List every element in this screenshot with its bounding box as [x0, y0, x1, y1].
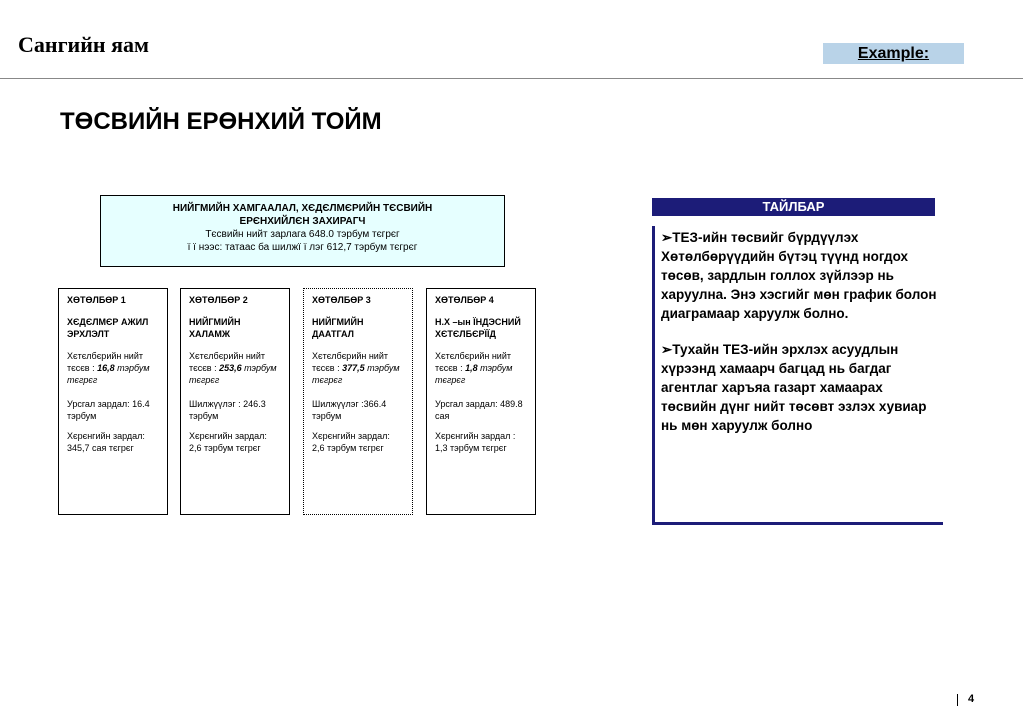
top-box-line: Тєсвийн нийт зарлага 648.0 тэрбум тєгрєг — [205, 229, 400, 240]
note-paragraph: ➢Тухайн ТЕЗ-ийн эрхлэх асуудлын хүрээнд хамаарч багцад нь багдаг агентлаг харъяа газарт хамаарах төсвийн дүнг нийт төсөвт эзлэх хувиар нь мөн харуулж болно — [661, 342, 927, 433]
top-box-line: ї ї нээс: татаас ба шилжї ї лэг 612,7 тэрбум тєгрєг — [187, 242, 418, 253]
page-number: 4 — [968, 693, 975, 705]
program-source-1: Шилжүүлэг :366.4 тэрбум — [312, 399, 387, 421]
program-source-1: Шилжүүлэг : 246.3 тэрбум — [189, 399, 266, 421]
header-divider — [0, 78, 1023, 79]
top-box-line: ЕРЄНХИЙЛЄН ЗАХИРАГЧ — [239, 216, 366, 227]
top-box-line: НИЙГМИЙН ХАМГААЛАЛ, ХЄДЄЛМЄРИЙН ТЄСВИЙН — [172, 203, 433, 214]
program-total: Хєтєлбєрийн нийт тєсєв : 377,5 тэрбум тєгрєг — [312, 351, 400, 385]
program-heading: ХӨТӨЛБӨР 3 — [312, 295, 371, 305]
page-title: ТӨСВИЙН ЕРӨНХИЙ ТОЙМ — [60, 108, 382, 135]
top-box — [100, 195, 505, 267]
ministry-title: Сангийн яам — [18, 32, 149, 57]
program-heading: ХӨТӨЛБӨР 1 — [67, 295, 126, 305]
program-source-1: Урсгал зардал: 16.4 тэрбум — [67, 399, 150, 421]
program-source-2: Хєрєнгийн зардал : 1,3 тэрбум тєгрєг — [435, 431, 516, 453]
program-box-2 — [180, 288, 290, 515]
program-name: НИЙГМИЙН ХАЛАМЖ — [189, 317, 241, 339]
program-box-4 — [426, 288, 536, 515]
program-source-2: Хєрєнгийн зардал: 2,6 тэрбум тєгрєг — [312, 431, 390, 453]
program-total: Хєтєлбєрийн нийт тєсєв : 253,6 тэрбум тєгрєг — [189, 351, 277, 385]
program-name: ХЄДЄЛМЄР АЖИЛ ЭРХЛЭЛТ — [67, 317, 149, 339]
note-header: ТАЙЛБАР — [652, 198, 935, 216]
program-name: Н.Х –ын ЇНДЭСНИЙ ХЄТЄЛБЄРЇЇД — [435, 317, 521, 339]
program-name: НИЙГМИЙН ДААТГАЛ — [312, 317, 364, 339]
program-source-2: Хєрєнгийн зардал: 345,7 сая тєгрєг — [67, 431, 145, 453]
program-box-1 — [58, 288, 168, 515]
program-heading: ХӨТӨЛБӨР 2 — [189, 295, 248, 305]
program-box-3 — [303, 288, 413, 515]
note-paragraph: ➢ТЕЗ-ийн төсвийг бүрдүүлэх Хөтөлбөрүүдийн бүтэц түүнд ногдох төсөв, зардлын голлох зүйлээр нь харуулна. Энэ хэсгийг мөн график болон диаграмаар харуулж болно. — [661, 230, 937, 321]
page-number-divider — [957, 694, 958, 706]
note-box — [652, 226, 943, 525]
program-source-1: Урсгал зардал: 489.8 сая — [435, 399, 523, 421]
program-source-2: Хєрєнгийн зардал: 2,6 тэрбум тєгрєг — [189, 431, 267, 453]
program-heading: ХӨТӨЛБӨР 4 — [435, 295, 494, 305]
example-label: Example: — [823, 43, 964, 64]
program-total: Хєтєлбєрийн нийт тєсєв : 16,8 тэрбум тєгрєг — [67, 351, 150, 385]
program-total: Хєтєлбєрийн нийт тєсєв : 1,8 тэрбум тєгрєг — [435, 351, 513, 385]
